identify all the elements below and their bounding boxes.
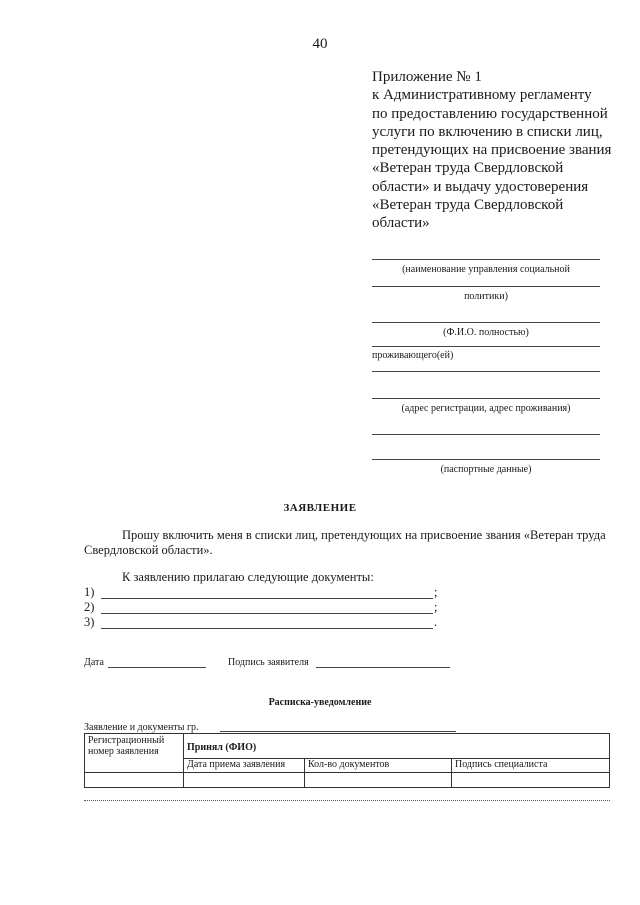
doc-1-number: 1) bbox=[84, 585, 95, 599]
receipt-cut-line bbox=[84, 800, 610, 801]
signature-line[interactable] bbox=[316, 667, 450, 668]
doc-count-cell[interactable] bbox=[305, 773, 452, 788]
doc-2-line[interactable] bbox=[101, 613, 433, 614]
appendix-line: области» bbox=[372, 215, 430, 232]
org-name-caption: (наименование управления социальной bbox=[402, 264, 570, 275]
page-number: 40 bbox=[312, 36, 328, 52]
org-name-line[interactable] bbox=[372, 259, 600, 260]
receipt-title: Расписка-уведомление bbox=[268, 697, 372, 708]
receipt-table bbox=[84, 733, 610, 788]
org-name-line-2[interactable] bbox=[372, 286, 600, 287]
passport-line-1[interactable] bbox=[372, 434, 600, 435]
appendix-line: услуги по включению в списки лиц, bbox=[372, 123, 603, 140]
date-received-cell[interactable] bbox=[184, 773, 305, 788]
appendix-line: области» и выдачу удостоверения bbox=[372, 178, 589, 195]
address-caption: (адрес регистрации, адрес проживания) bbox=[401, 403, 571, 414]
passport-caption: (паспортные данные) bbox=[440, 464, 532, 475]
doc-1-line[interactable] bbox=[101, 598, 433, 599]
appendix-line: претендующих на присвоение звания bbox=[372, 142, 612, 159]
appendix-line: Приложение № 1 bbox=[372, 69, 482, 85]
date-label: Дата bbox=[84, 657, 104, 668]
doc-3-line[interactable] bbox=[101, 628, 433, 629]
specialist-signature-cell[interactable] bbox=[452, 773, 610, 788]
document-title: ЗАЯВЛЕНИЕ bbox=[283, 502, 357, 514]
doc-2-number: 2) bbox=[84, 600, 95, 614]
doc-1-end: ; bbox=[434, 585, 438, 599]
doc-3-end: . bbox=[434, 615, 438, 629]
doc-count-header: Кол-во документов bbox=[305, 759, 452, 773]
residing-label: проживающего(ей) bbox=[372, 350, 454, 361]
receipt-applicant-line[interactable] bbox=[220, 731, 456, 732]
doc-2-end: ; bbox=[434, 600, 438, 614]
passport-line-2[interactable] bbox=[372, 459, 600, 460]
accepted-by-header: Принял (ФИО) bbox=[184, 734, 610, 759]
fio-line[interactable] bbox=[372, 322, 600, 323]
appendix-line: по предоставлению государственной bbox=[372, 105, 608, 122]
date-line[interactable] bbox=[108, 667, 206, 668]
fio-caption: (Ф.И.О. полностью) bbox=[443, 327, 529, 338]
appendix-line: «Ветеран труда Свердловской bbox=[372, 160, 564, 177]
appendix-line: к Административному регламенту bbox=[372, 87, 592, 104]
address-line-1[interactable] bbox=[372, 371, 600, 372]
reg-number-header: Регистрационный номер заявления bbox=[85, 734, 184, 773]
reg-number-cell[interactable] bbox=[85, 773, 184, 788]
date-received-header: Дата приема заявления bbox=[184, 759, 305, 773]
doc-3-number: 3) bbox=[84, 615, 95, 629]
signature-label: Подпись заявителя bbox=[228, 657, 309, 668]
request-text-line-1: Прошу включить меня в списки лиц, претендующих на присвоение звания «Ветеран труда bbox=[122, 528, 606, 542]
attach-intro: К заявлению прилагаю следующие документы: bbox=[122, 570, 374, 584]
address-line-2[interactable] bbox=[372, 398, 600, 399]
specialist-signature-header: Подпись специалиста bbox=[452, 759, 610, 773]
org-name-caption-2: политики) bbox=[464, 291, 508, 302]
request-text-line-2: Свердловской области». bbox=[84, 543, 213, 557]
appendix-heading bbox=[372, 68, 611, 233]
receipt-docs-from-label: Заявление и документы гр. bbox=[84, 722, 199, 733]
fio-line-2[interactable] bbox=[372, 346, 600, 347]
appendix-line: «Ветеран труда Свердловской bbox=[372, 197, 564, 214]
